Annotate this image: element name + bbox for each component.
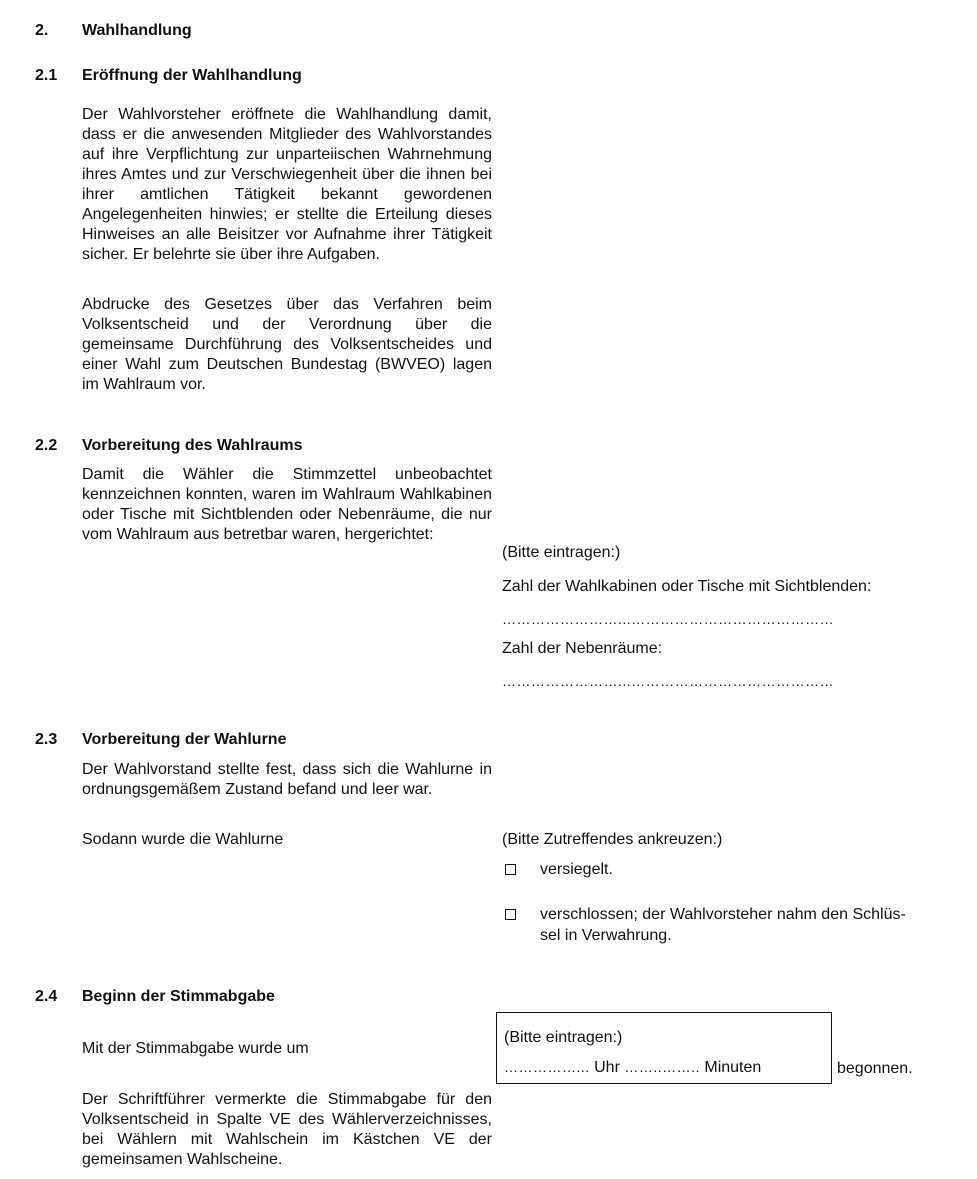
checkbox-verschlossen[interactable] bbox=[505, 909, 516, 920]
field-blank-nebenraeume[interactable]: ……………………...…………………………………… bbox=[502, 673, 835, 689]
time-instruction: (Bitte eintragen:) bbox=[504, 1029, 623, 1046]
subsection-number-2-2: 2.2 bbox=[35, 437, 58, 454]
section-title: Wahlhandlung bbox=[82, 22, 192, 39]
section-number: 2. bbox=[35, 22, 49, 39]
option-verschlossen-label: verschlossen; der Wahlvorsteher nahm den Schlüs- bbox=[540, 906, 906, 923]
hour-label: Uhr bbox=[594, 1059, 620, 1076]
suffix-begonnen: begonnen. bbox=[837, 1060, 913, 1077]
subsection-number-2-3: 2.3 bbox=[35, 731, 58, 748]
lead-stimmabgabe: Mit der Stimmabgabe wurde um bbox=[82, 1040, 309, 1057]
option-verschlossen-label-cont: sel in Verwahrung. bbox=[540, 927, 672, 944]
paragraph-wahlurne: Der Wahlvorstand stellte fest, dass sich die Wahlurne in ordnungsgemäßem Zustand befand und leer war. bbox=[82, 761, 492, 798]
time-entry-box bbox=[496, 1012, 832, 1084]
instruction-enter: (Bitte eintragen:) bbox=[502, 544, 621, 561]
checkbox-versiegelt[interactable] bbox=[505, 864, 516, 875]
field-label-nebenraeume: Zahl der Nebenräume: bbox=[502, 640, 663, 657]
subsection-title-2-1: Eröffnung der Wahlhandlung bbox=[82, 67, 302, 84]
paragraph-wahlraum: Damit die Wähler die Stimmzettel unbeobachtet kennzeichnen konnten, waren im Wahlraum Wahlkabinen oder Tische mit Sichtblenden oder Nebenräume, die nur vom Wahlraum aus betretbar waren, hergerichtet: bbox=[82, 466, 492, 543]
subsection-title-2-2: Vorbereitung des Wahlraums bbox=[82, 437, 303, 454]
time-row bbox=[504, 1059, 761, 1077]
paragraph-opening: Der Wahlvorsteher eröffnete die Wahlhandlung damit, dass er die anwesenden Mitglieder des Wahlvorstandes auf ihre Verpflichtung zur unparteiischen Wahrnehmung ihres Amtes und zur Verschwiegenheit über die ihnen bei ihrer amtlichen Tätigkeit bekannt gewordenen Angelegenheiten hinwies; er stellte die Erteilung dieses Hinweises an alle Beisitzer vor Aufnahme ihrer Tätigkeit sicher. Er belehrte sie über ihre Aufgaben. bbox=[82, 106, 492, 263]
option-versiegelt-label: versiegelt. bbox=[540, 861, 613, 878]
subsection-number-2-1: 2.1 bbox=[35, 67, 58, 84]
paragraph-abdrucke: Abdrucke des Gesetzes über das Verfahren beim Volksentscheid und der Verordnung über die gemeinsame Durchführung des Volksentscheides und einer Wahl zum Deutschen Bundestag (BWVEO) lagen im Wahlraum vor. bbox=[82, 296, 492, 393]
subsection-title-2-3: Vorbereitung der Wahlurne bbox=[82, 731, 287, 748]
subsection-title-2-4: Beginn der Stimmabgabe bbox=[82, 988, 275, 1005]
hour-blank[interactable]: ……………... bbox=[504, 1059, 590, 1075]
paragraph-schriftfuehrer: Der Schriftführer vermerkte die Stimmabgabe für den Volksentscheid in Spalte VE des Wählerverzeichnisses, bei Wählern mit Wahlschein im Kästchen VE der gemeinsamen Wahlscheine. bbox=[82, 1091, 492, 1168]
minute-blank[interactable]: ……..…….. bbox=[624, 1059, 700, 1075]
field-blank-wahlkabinen[interactable]: ……………………...…………………………………… bbox=[502, 611, 835, 627]
lead-wahlurne: Sodann wurde die Wahlurne bbox=[82, 831, 284, 848]
subsection-number-2-4: 2.4 bbox=[35, 988, 58, 1005]
field-label-wahlkabinen: Zahl der Wahlkabinen oder Tische mit Sichtblenden: bbox=[502, 578, 872, 595]
instruction-check: (Bitte Zutreffendes ankreuzen:) bbox=[502, 831, 723, 848]
minute-label: Minuten bbox=[704, 1059, 762, 1076]
